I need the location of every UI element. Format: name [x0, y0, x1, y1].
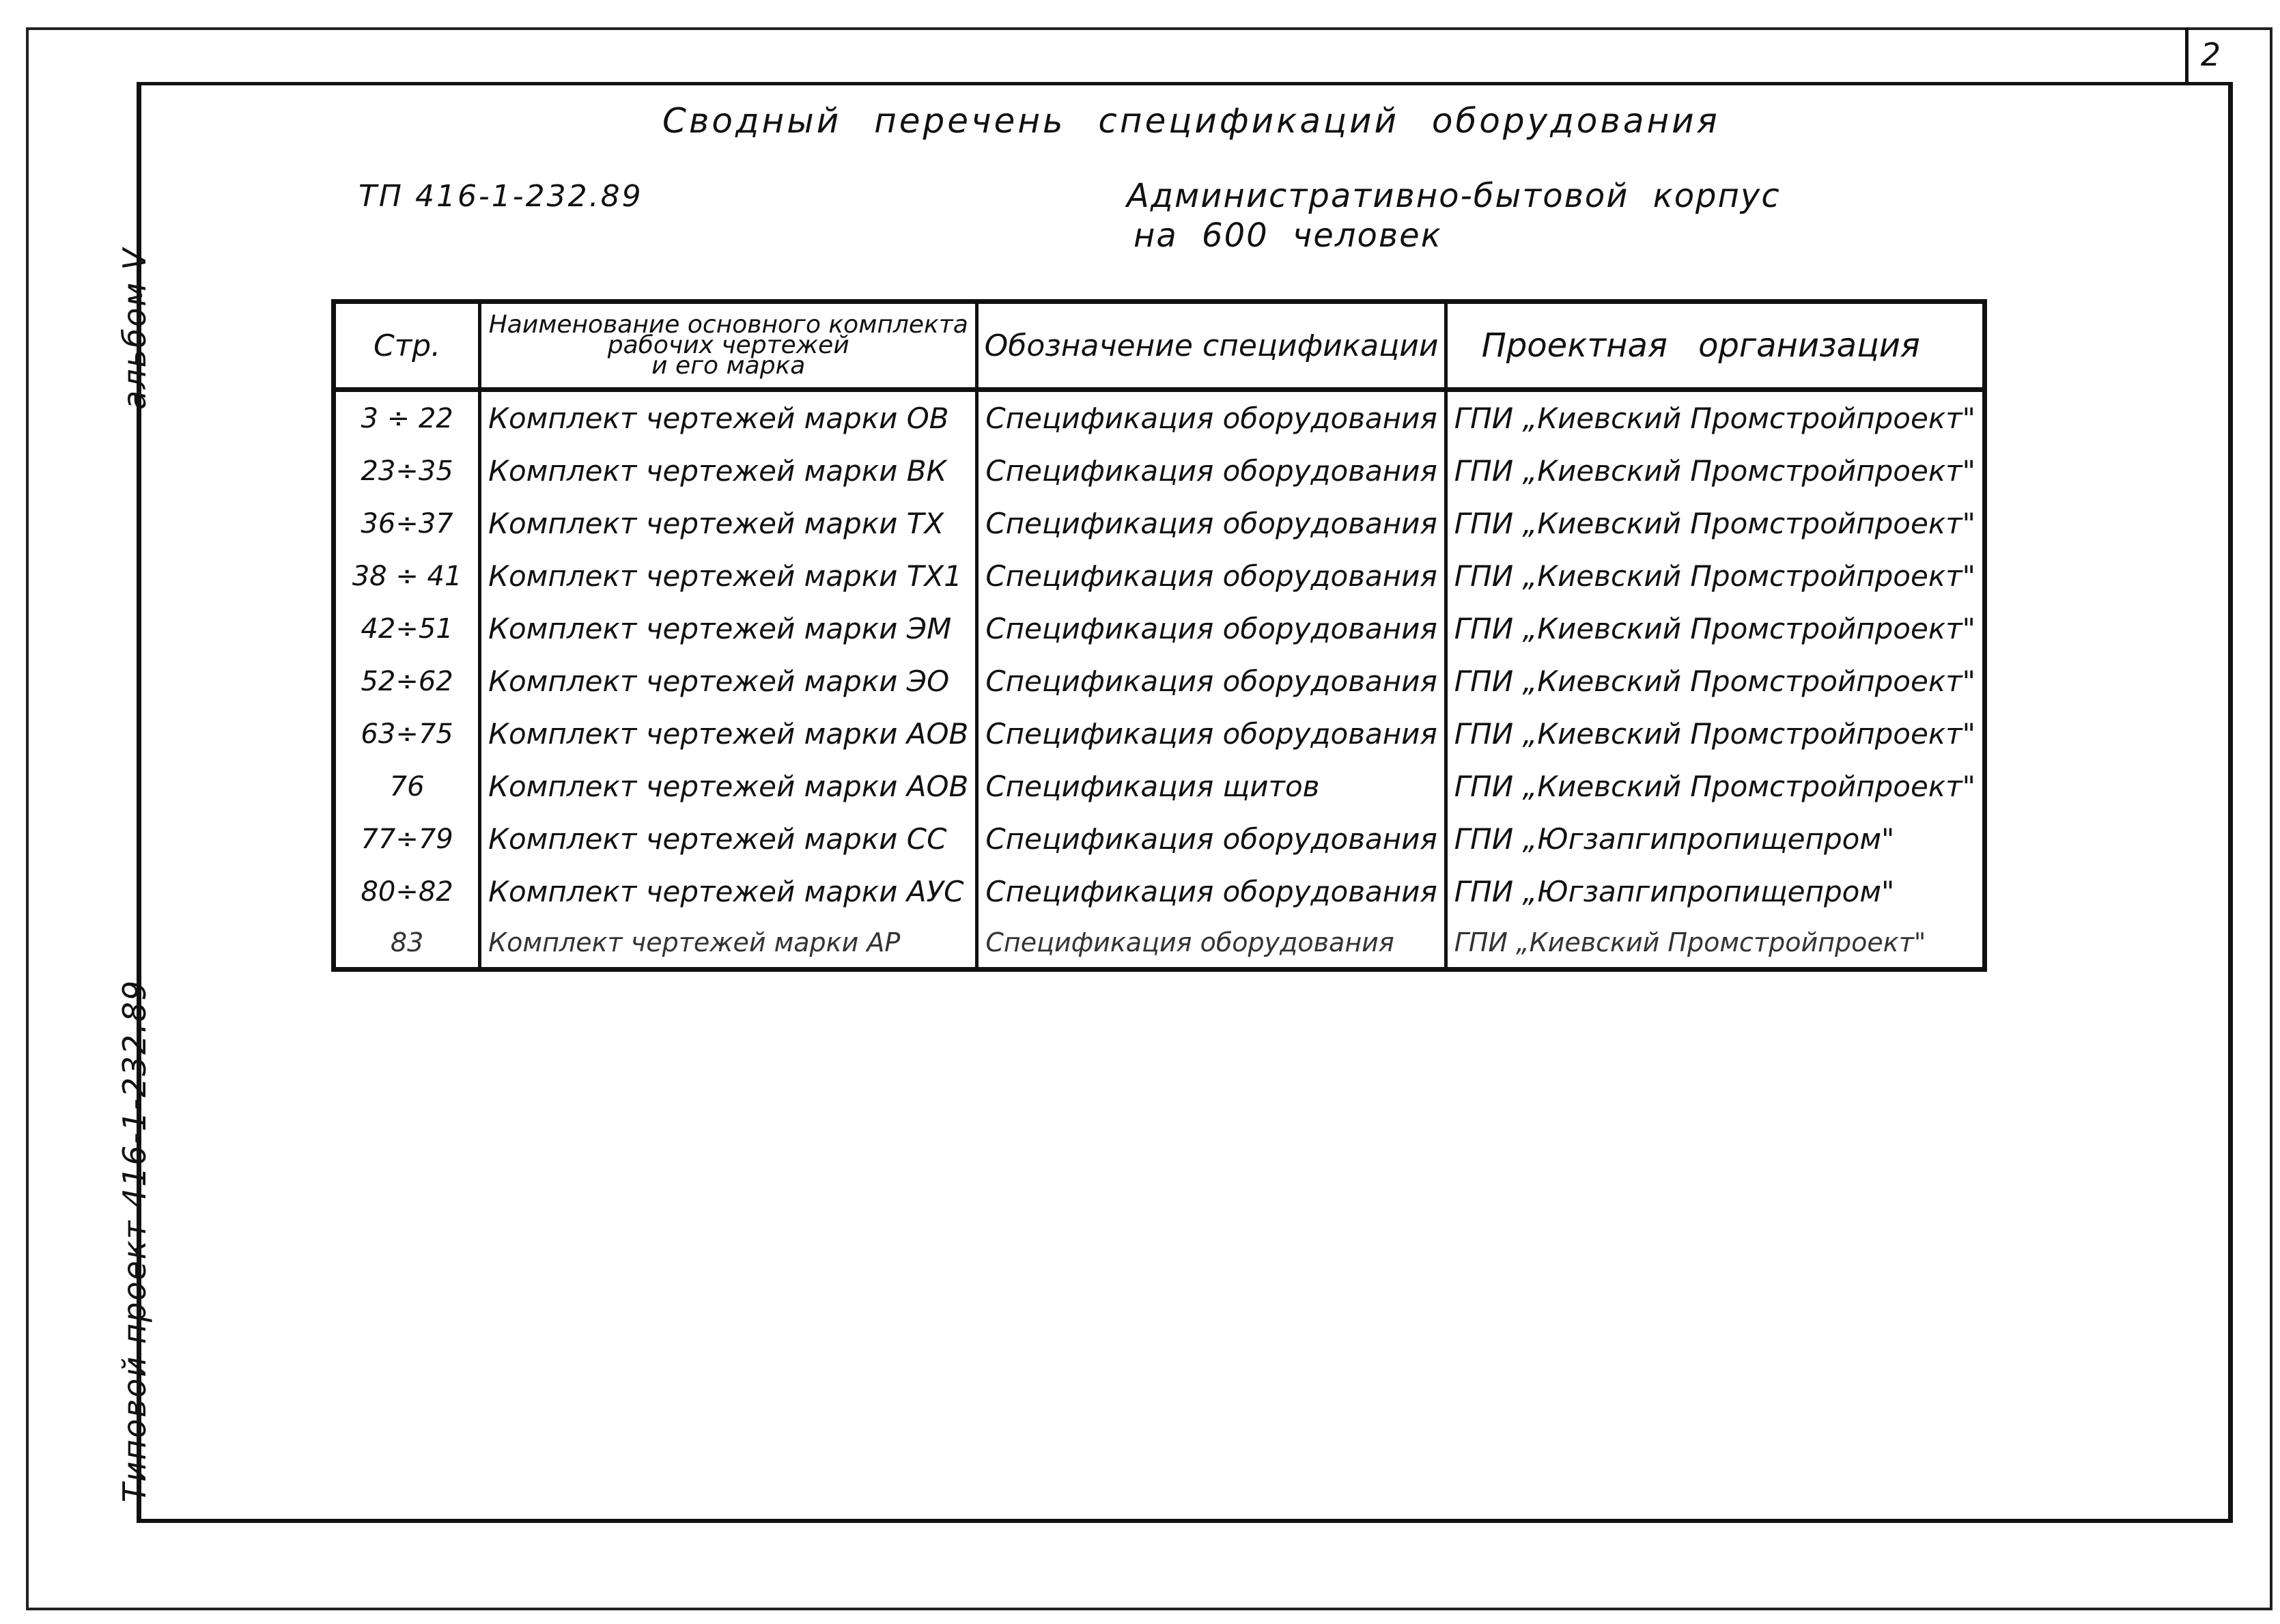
project-note: Типовой проект 416-1-232.89	[116, 979, 153, 1502]
cell-name: Комплект чертежей марки ОВ	[480, 390, 977, 445]
document-title: Сводный перечень спецификаций оборудования	[662, 101, 1720, 141]
cell-org: ГПИ „Югзапгипропищепром"	[1446, 865, 1984, 918]
cell-spec: Спецификация оборудования	[977, 655, 1446, 708]
cell-page: 83	[334, 918, 480, 970]
cell-page: 80÷82	[334, 865, 480, 918]
cell-org: ГПИ „Югзапгипропищепром"	[1446, 813, 1984, 865]
table-row	[334, 760, 1985, 813]
cell-page: 77÷79	[334, 813, 480, 865]
cell-spec: Спецификация оборудования	[977, 708, 1446, 760]
table-row	[334, 550, 1985, 602]
building-description	[1127, 176, 1781, 255]
table-row	[334, 918, 1985, 970]
table-body	[334, 390, 1985, 970]
table-row	[334, 602, 1985, 655]
cell-name: Комплект чертежей марки ЭО	[480, 655, 977, 708]
cell-org: ГПИ „Киевский Промстройпроект"	[1446, 918, 1984, 970]
cell-org: ГПИ „Киевский Промстройпроект"	[1446, 708, 1984, 760]
cell-name: Комплект чертежей марки АОВ	[480, 708, 977, 760]
project-code: ТП 416-1-232.89	[358, 179, 643, 214]
cell-spec: Спецификация оборудования	[977, 497, 1446, 550]
cell-name: Комплект чертежей марки ЭМ	[480, 602, 977, 655]
cell-org: ГПИ „Киевский Промстройпроект"	[1446, 655, 1984, 708]
header-name-line-2: рабочих чертежей	[607, 331, 849, 359]
header-name-line-1: Наименование основного комплекта	[488, 311, 968, 339]
cell-page: 76	[334, 760, 480, 813]
building-line-1: Административно-бытовой корпус	[1127, 177, 1781, 215]
table-row	[334, 445, 1985, 497]
table-row	[334, 655, 1985, 708]
header-org: Проектная организация	[1446, 302, 1984, 390]
cell-page: 23÷35	[334, 445, 480, 497]
header-page: Стр.	[334, 302, 480, 390]
cell-page: 3 ÷ 22	[334, 390, 480, 445]
cell-name: Комплект чертежей марки АР	[480, 918, 977, 970]
cell-page: 42÷51	[334, 602, 480, 655]
cell-page: 36÷37	[334, 497, 480, 550]
cell-name: Комплект чертежей марки АУС	[480, 865, 977, 918]
cell-name: Комплект чертежей марки ТХ1	[480, 550, 977, 602]
cell-spec: Спецификация оборудования	[977, 445, 1446, 497]
building-line-2: на 600 человек	[1134, 216, 1442, 255]
specification-table	[331, 299, 1987, 972]
cell-org: ГПИ „Киевский Промстройпроект"	[1446, 760, 1984, 813]
cell-name: Комплект чертежей марки СС	[480, 813, 977, 865]
cell-name: Комплект чертежей марки АОВ	[480, 760, 977, 813]
cell-org: ГПИ „Киевский Промстройпроект"	[1446, 497, 1984, 550]
cell-spec: Спецификация оборудования	[977, 865, 1446, 918]
cell-org: ГПИ „Киевский Промстройпроект"	[1446, 445, 1984, 497]
table-row	[334, 708, 1985, 760]
cell-page: 63÷75	[334, 708, 480, 760]
cell-spec: Спецификация оборудования	[977, 813, 1446, 865]
header-name-line-3: и его марка	[651, 352, 806, 380]
cell-spec: Спецификация щитов	[977, 760, 1446, 813]
cell-spec: Спецификация оборудования	[977, 602, 1446, 655]
table-row	[334, 865, 1985, 918]
cell-name: Комплект чертежей марки ТХ	[480, 497, 977, 550]
table-header-row	[334, 302, 1985, 390]
table-row	[334, 813, 1985, 865]
header-spec: Обозначение спецификации	[977, 302, 1446, 390]
cell-page: 52÷62	[334, 655, 480, 708]
cell-spec: Спецификация оборудования	[977, 550, 1446, 602]
album-note: альбом V	[116, 247, 153, 410]
sheet-number: 2	[2185, 27, 2233, 82]
cell-org: ГПИ „Киевский Промстройпроект"	[1446, 602, 1984, 655]
table-row	[334, 390, 1985, 445]
cell-page: 38 ÷ 41	[334, 550, 480, 602]
cell-org: ГПИ „Киевский Промстройпроект"	[1446, 390, 1984, 445]
cell-org: ГПИ „Киевский Промстройпроект"	[1446, 550, 1984, 602]
cell-spec: Спецификация оборудования	[977, 390, 1446, 445]
cell-spec: Спецификация оборудования	[977, 918, 1446, 970]
table-row	[334, 497, 1985, 550]
header-name	[480, 302, 977, 390]
cell-name: Комплект чертежей марки ВК	[480, 445, 977, 497]
